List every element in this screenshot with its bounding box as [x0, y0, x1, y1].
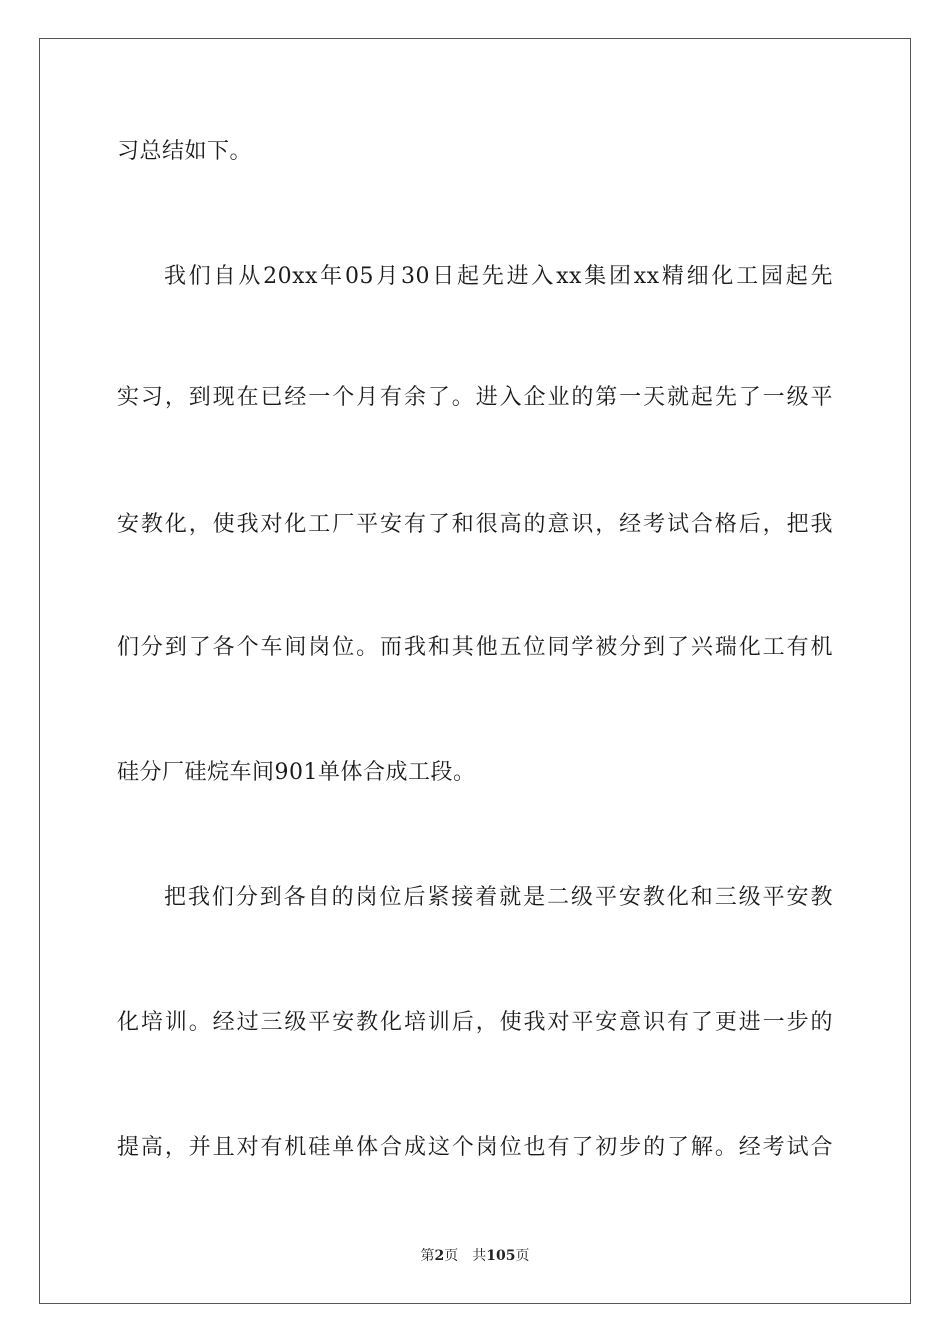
text-line-3: 实习，到现在已经一个月有余了。进入企业的第一天就起先了一级平 — [117, 385, 833, 410]
footer-page-suffix: 页 — [444, 1248, 459, 1264]
text-line-2: 我们自从20xx年05月30日起先进入xx集团xx精细化工园起先 — [164, 264, 833, 289]
footer-total-prefix: 共 — [472, 1248, 487, 1264]
text-line-5: 们分到了各个车间岗位。而我和其他五位同学被分到了兴瑞化工有机 — [117, 635, 833, 660]
page-footer — [0, 1246, 950, 1266]
text-line-8: 化培训。经过三级平安教化培训后，使我对平安意识有了更进一步的 — [117, 1010, 833, 1035]
footer-total-pages: 105 — [486, 1248, 516, 1264]
text-line-9: 提高，并且对有机硅单体合成这个岗位也有了初步的了解。经考试合 — [117, 1135, 833, 1160]
footer-page-prefix: 第 — [420, 1248, 435, 1264]
text-line-7: 把我们分到各自的岗位后紧接着就是二级平安教化和三级平安教 — [164, 885, 833, 910]
footer-page-number: 2 — [434, 1248, 445, 1264]
text-line-1: 习总结如下。 — [117, 139, 253, 164]
text-line-4: 安教化，使我对化工厂平安有了和很高的意识，经考试合格后，把我 — [117, 512, 833, 537]
footer-total-suffix: 页 — [515, 1248, 530, 1264]
text-line-6: 硅分厂硅烷车间901单体合成工段。 — [117, 760, 476, 785]
page-border — [39, 38, 911, 1304]
